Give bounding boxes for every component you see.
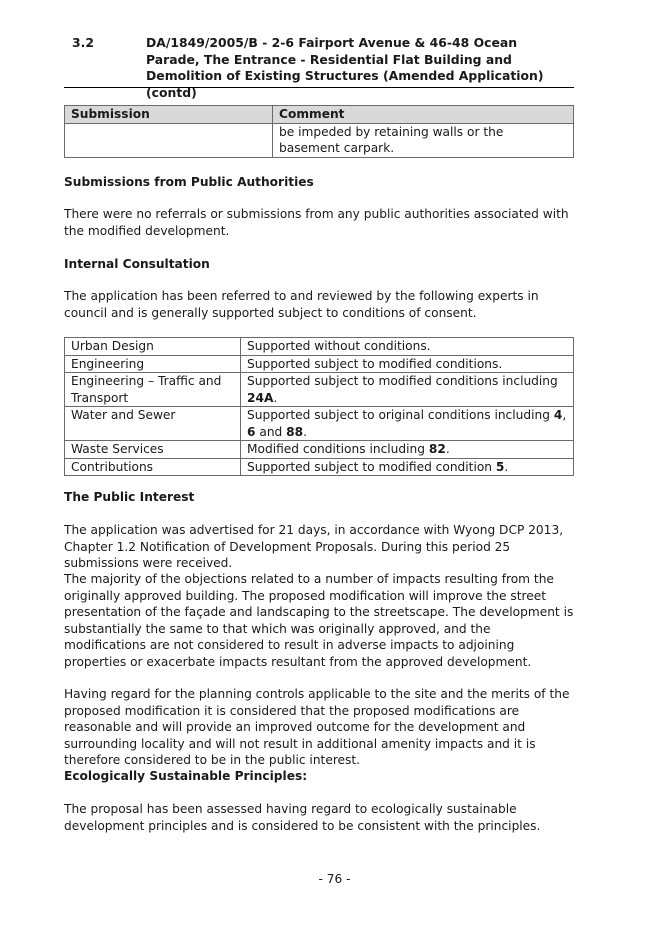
condition-ref: 24A <box>247 390 274 405</box>
outcome-cell: Supported subject to modified conditions including 24A. <box>241 373 574 407</box>
table-row <box>65 441 574 459</box>
area-cell: Waste Services <box>65 441 241 459</box>
condition-ref: 5 <box>495 459 505 474</box>
submissions-table <box>64 105 574 158</box>
outcome-cell: Supported subject to modified condition 5. <box>241 458 574 476</box>
public-interest-paragraph-2: The majority of the objections related to a number of impacts resulting from the originally approved building. The proposed modification will improve the street presentation of the façade and landscaping to the streetscape. The development is substantially the same to that which was originally approved, and the modifications are not considered to result in adverse impacts to adjoining properties or exacerbate impacts resultant from the approved development. <box>64 572 574 669</box>
consultation-table <box>64 337 574 476</box>
area-cell: Engineering – Traffic and Transport <box>65 373 241 407</box>
table-row <box>65 458 574 476</box>
esd-heading: Ecologically Sustainable Principles: <box>64 769 308 783</box>
table-header-row <box>65 106 574 124</box>
condition-ref: 88 <box>286 424 304 439</box>
table-row <box>65 407 574 441</box>
area-cell: Engineering <box>65 355 241 373</box>
outcome-cell: Supported subject to modified conditions. <box>241 355 574 373</box>
area-cell: Water and Sewer <box>65 407 241 441</box>
outcome-cell: Supported subject to original conditions including 4, 6 and 88. <box>241 407 574 441</box>
header-rule <box>64 87 574 88</box>
outcome-cell: Modified conditions including 82. <box>241 441 574 459</box>
condition-ref: 6 <box>247 424 256 439</box>
page-number: - 76 - <box>318 872 351 886</box>
area-cell: Urban Design <box>65 338 241 356</box>
comment-column-header: Comment <box>273 106 574 124</box>
public-authorities-text: There were no referrals or submissions from any public authorities associated with the modified development. <box>64 207 569 238</box>
table-row <box>65 373 574 407</box>
section-title: DA/1849/2005/B - 2-6 Fairport Avenue & 46-48 Ocean Parade, The Entrance - Residential Flat Building and Demolition of Existing Structures (Amended Application) (contd) <box>146 35 544 100</box>
esd-text: The proposal has been assessed having regard to ecologically sustainable development principles and is considered to be consistent with the principles. <box>64 802 541 833</box>
outcome-cell: Supported without conditions. <box>241 338 574 356</box>
public-interest-heading: The Public Interest <box>64 490 195 504</box>
submission-cell <box>65 123 273 157</box>
table-row <box>65 355 574 373</box>
table-row <box>65 123 574 157</box>
public-interest-paragraph-3: Having regard for the planning controls applicable to the site and the merits of the proposed modification it is considered that the proposed modifications are reasonable and will provide an improved outcome for the development and surrounding locality and will not result in additional amenity impacts and it is therefore considered to be in the public interest. <box>64 687 570 767</box>
submission-column-header: Submission <box>65 106 273 124</box>
internal-consultation-text: The application has been referred to and reviewed by the following experts in council and is generally supported subject to conditions of consent. <box>64 289 539 320</box>
public-authorities-heading: Submissions from Public Authorities <box>64 175 314 189</box>
comment-cell: be impeded by retaining walls or the basement carpark. <box>273 123 574 157</box>
section-number: 3.2 <box>72 35 94 50</box>
public-interest-paragraph-1: The application was advertised for 21 days, in accordance with Wyong DCP 2013, Chapter 1.2 Notification of Development Proposals. During this period 25 submissions were received. <box>64 523 564 570</box>
condition-ref: 82 <box>428 442 446 456</box>
condition-ref: 4 <box>553 408 563 422</box>
internal-consultation-heading: Internal Consultation <box>64 257 210 271</box>
area-cell: Contributions <box>65 458 241 476</box>
table-row <box>65 338 574 356</box>
